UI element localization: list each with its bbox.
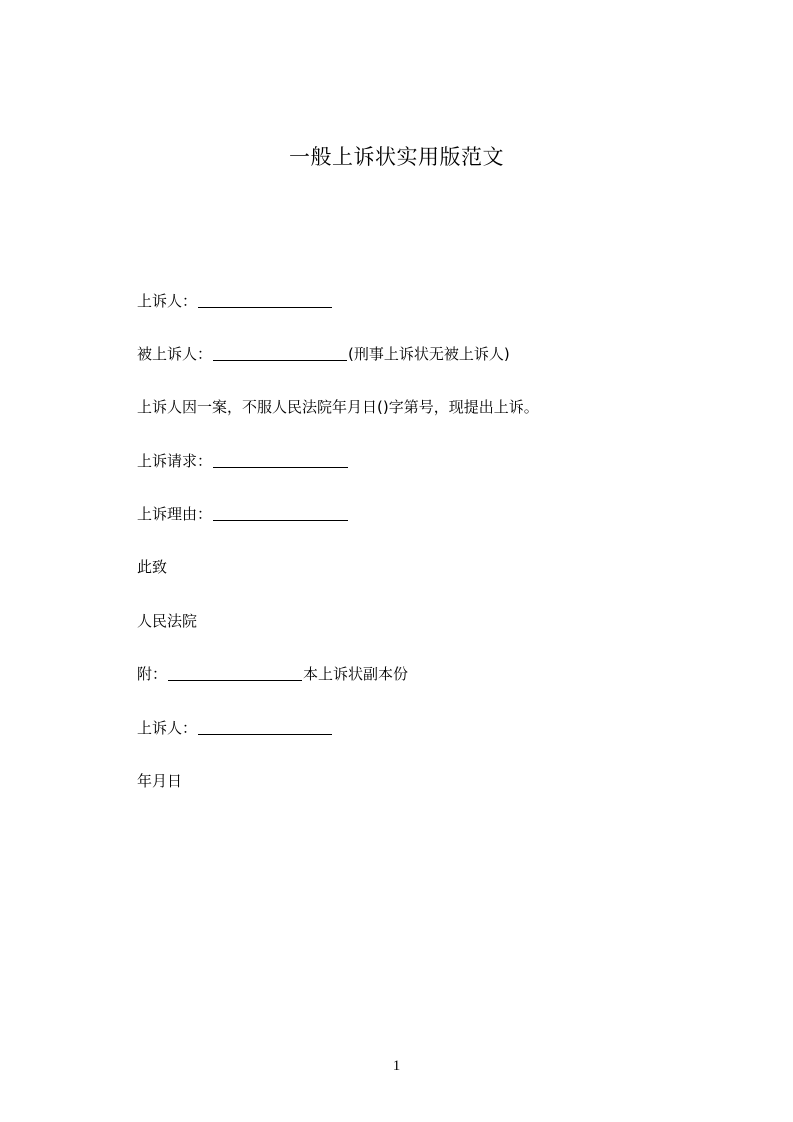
appellee-note: (刑事上诉状无被上诉人) bbox=[348, 345, 510, 363]
claims-label: 上诉请求： bbox=[137, 452, 213, 470]
court-text: 人民法院 bbox=[137, 612, 198, 630]
attachment-label: 附： bbox=[137, 665, 168, 683]
salutation-text: 此致 bbox=[137, 558, 168, 576]
reasons-label: 上诉理由： bbox=[137, 505, 213, 523]
appellee-label: 被上诉人： bbox=[137, 345, 213, 363]
appellant-signature-line bbox=[137, 718, 333, 738]
appellant-label: 上诉人： bbox=[137, 292, 198, 310]
attachment-blank[interactable] bbox=[168, 665, 302, 681]
date-line bbox=[137, 771, 182, 791]
document-title: 一般上诉状实用版范文 bbox=[289, 145, 504, 169]
case-statement-line bbox=[137, 397, 539, 417]
claims-blank[interactable] bbox=[213, 452, 348, 468]
page-number: 1 bbox=[392, 1058, 401, 1074]
appellee-blank[interactable] bbox=[213, 345, 347, 361]
appellee-line bbox=[137, 344, 510, 364]
appellant-signature-label: 上诉人： bbox=[137, 719, 198, 737]
salutation-line bbox=[137, 557, 167, 577]
date-text: 年月日 bbox=[137, 772, 183, 790]
court-line bbox=[137, 611, 197, 631]
reasons-line bbox=[137, 504, 349, 524]
appellant-signature-blank[interactable] bbox=[198, 719, 332, 735]
attachment-suffix: 本上诉状副本份 bbox=[303, 665, 409, 683]
attachment-line bbox=[137, 664, 408, 684]
claims-line bbox=[137, 451, 349, 471]
appellant-blank[interactable] bbox=[198, 292, 332, 308]
appellant-line bbox=[137, 291, 333, 311]
case-statement-text: 上诉人因一案，不服人民法院年月日()字第号，现提出上诉。 bbox=[137, 398, 539, 416]
reasons-blank[interactable] bbox=[213, 505, 348, 521]
